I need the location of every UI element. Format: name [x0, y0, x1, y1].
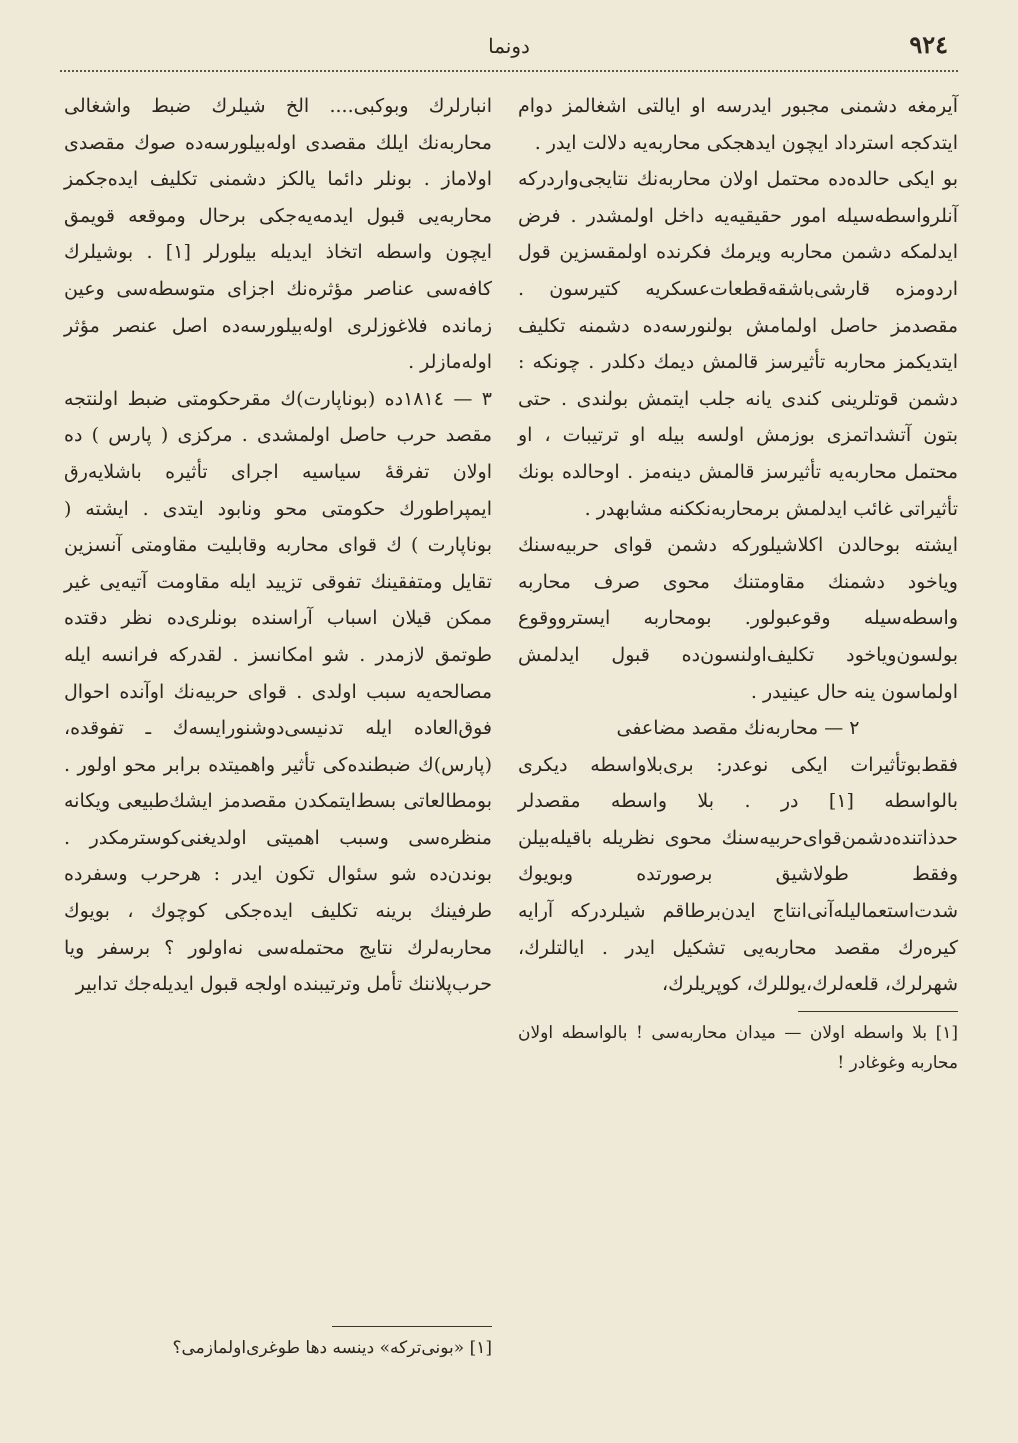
footnote-rule: [332, 1326, 492, 1327]
paragraph: آيرمغه دشمنی مجبور ايدرسه او ايالتی اشغالمز دوام ايتدكجه استرداد ايچون ايدهجكی محاربه‌يه دلالت ايدر .: [518, 95, 958, 154]
footnote: [١] بلا واسطه اولان — ميدان محاربه‌سی ! بالواسطه اولان محاربه وغوغادر !: [518, 1022, 958, 1073]
page-number: ٩٢٤: [909, 30, 948, 59]
running-title: دونما: [488, 34, 530, 58]
paragraph: بو ايكی حالده‌ده محتمل اولان محاربه‌نك نتايجی‌واردركه آنلرواسطه‌سيله امور حقيقيه‌يه داخل اولمشدر . فرض ايدلمكه دشمن محاربه ويرمك فكرنده اولمقسزين قول اردومزه قارشی‌باشقه‌قطعات‌عسكريه كتيرسون . مقصدمز حاصل اولمامش بولنورسه‌ده دشمنه تكليف ايتديكمز محاربه تأثيرسز قالمش ديمك دكلدر . چونكه : دشمن قوتلرينی كندی يانه جلب ايتمش بولندی . حتی بتون آتشداتمزی بوزمش اولسه بيله او ترتيبات ، او محتمل محاربه‌يه تأثيرسز قالمش دينه‌مز . اوحالده بونك تأثيراتی غائب ايدلمش برمحاربه‌نككنه مشابهدر .: [518, 168, 958, 520]
left-column: [64, 88, 492, 1003]
paragraph: ايشته بوحالدن اكلاشيلوركه دشمن قوای حربيه‌سنك وياخود دشمنك مقاومتنك محوی صرف محاربه واسطه‌سيله وقوعبولور. بومحاربه ايسترووقوع بولسون‌وياخود تكليف‌اولنسون‌ده قبول ايدلمش اولماسون ينه حال عينيدر .: [518, 534, 958, 703]
footnote: [١] «بونی‌تركه» دينسه دها طوغری‌اولمازمی؟: [172, 1338, 492, 1358]
section-heading: ٢ — محاربه‌نك مقصد مضاعفی: [616, 717, 860, 740]
paragraph: انبارلرك وبوكبی.... الخ شيلرك ضبط واشغالی محاربه‌نك ايلك مقصدی اوله‌بيلورسه‌ده صوك مقصدی اولاماز . بونلر دائما يالكز دشمنی تكليف ايده‌جكمز محاربه‌يی قبول ايدمه‌يه‌جكی برحال وموقعه قويمق ايچون واسطه اتخاذ ايديله بيلورلر [١] . بوشيلرك كافه‌سی عناصر مؤثره‌نك اجزای متوسطه‌سی وعين زمانده فلاغوزلری اوله‌بيلورسه‌ده اصل عنصر مؤثر اوله‌مازلر .: [64, 95, 492, 374]
right-column: [518, 88, 958, 1078]
page-header: [60, 30, 958, 70]
footnote-rule: [798, 1011, 958, 1012]
header-rule: [60, 70, 958, 72]
paragraph: فقط‌بوتأثيرات ايكی نوعدر: بری‌بلاواسطه ديكری بالواسطه [١] در . بلا واسطه مقصدلر حدذاتنده‌دشمن‌قوای‌حربيه‌سنك محوی نظريله باقيله‌بيلن وفقط طولاشيق برصورتده وبويوك شدت‌استعماليله‌آنی‌انتاج ايدن‌برطاقم شيلردركه آرايه كيره‌رك مقصد محاربه‌يی تشكيل ايدر . ايالتلرك، شهرلرك، قلعه‌لرك،يوللرك، كوپريلرك،: [518, 753, 959, 996]
left-footnote-block: [64, 1318, 492, 1363]
paragraph: ٣ — ١٨١٤ده (بوناپارت)ك مقرحكومتی ضبط اولنتجه مقصد حرب حاصل اولمشدی . مركزی ( پارس ) ده اولان تفرقهٔ سياسيه اجرای تأثيره باشلايه‌رق ايمپراطورك حكومتی محو ونابود ايتدی . ايشته ( بوناپارت ) ك قوای محاربه وقابليت مقاومتی آنسزين تقايل ومتفقينك تفوقی تزييد ايله مقاومت آتيه‌يی غير ممكن قيلان اسباب آراسنده بونلری‌ده نظر دقتده طوتمق لازمدر . شو امكانسز . لقدركه فرانسه ايله مصالحه‌يه سبب اولدی . قوای حربيه‌نك اوآنده احوال فوق‌العاده ايله تدنيسی‌دوشنورايسه‌ك ـ تفوقده، (پارس)ك ضبطنده‌كی تأثير واهميتده برابر محو اولور . بومطالعاتی بسط‌ايتمكدن مقصدمز ايشك‌طبيعی ويكانه منظره‌سی وسبب اهميتی اولديغنی‌كوسترمكدر . بوندن‌ده شو سئوال تكون ايدر : هرحرب وسفرده طرفينك برينه تكليف ايده‌جكی كوچوك ، بويوك محاربه‌لرك نتايج محتمله‌سی نه‌اولور ؟ برسفر ويا حرب‌پلاننك تأمل وترتيبنده اولجه قبول ايديله‌جك تدابير: [64, 387, 492, 996]
